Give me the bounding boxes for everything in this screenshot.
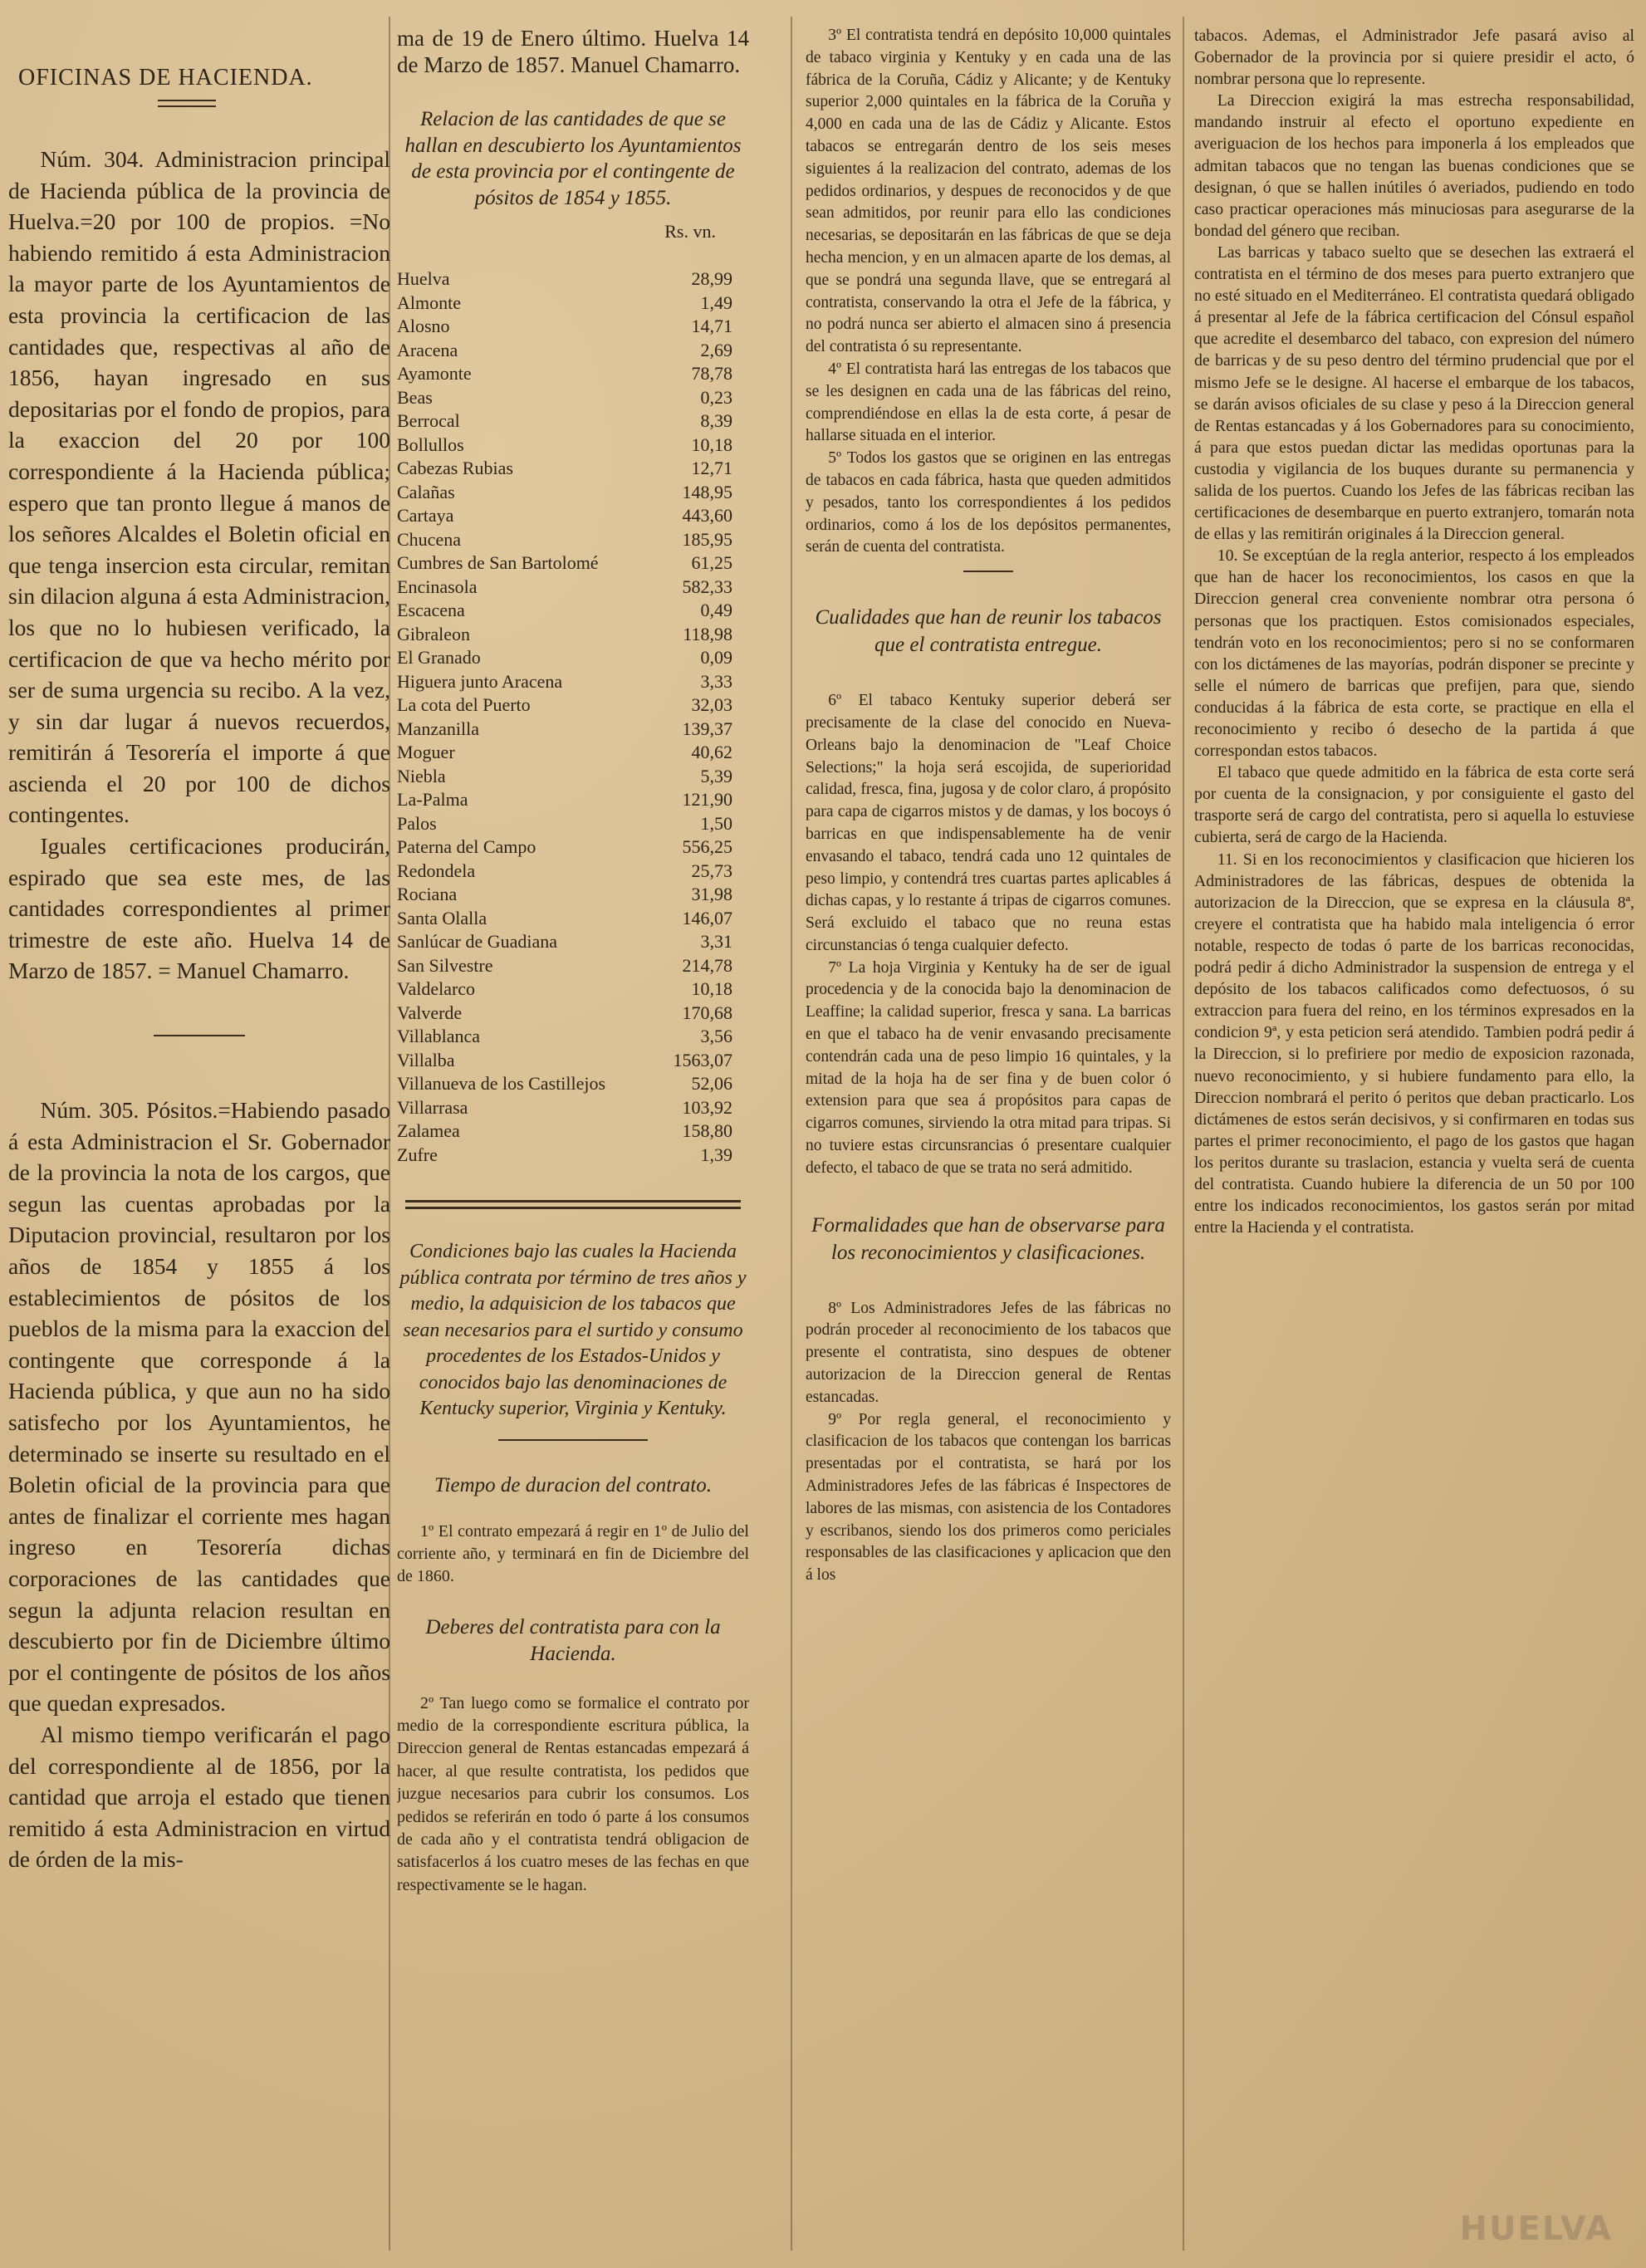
town-name: Valdelarco <box>397 978 476 999</box>
column-2 <box>397 25 749 1897</box>
amount: 582,33 <box>682 576 732 597</box>
paragraph: La Direccion exigirá la mas estrecha responsabilidad, mandando instruir al efecto el oportuno expediente en averiguacion de los hechos para imponerla á los empleados que admitan tabacos que no tengan las buenas condiciones que se designan, ó que se hallen inútiles ó averiados, pudiendo en todo caso practicar operaciones más minuciosas para asegurarse de la bondad del género que reciban. <box>1194 91 1634 240</box>
town-name: Santa Olalla <box>397 907 487 928</box>
amount: 5,39 <box>700 765 732 786</box>
town-name: Cartaya <box>397 505 454 526</box>
table-row <box>397 670 749 694</box>
table-row <box>397 954 749 978</box>
subheading: Tiempo de duracion del contrato. <box>434 1473 712 1496</box>
town-name: Beas <box>397 386 433 408</box>
amount: 0,49 <box>700 600 732 620</box>
amount: 25,73 <box>691 860 732 881</box>
town-name: Rociana <box>397 884 458 904</box>
amount: 0,23 <box>700 386 732 408</box>
town-name: Ayamonte <box>397 363 472 384</box>
clause-5: 5º Todos los gastos que se originen en las entregas de tabacos en cada fábrica, hasta que queden admitidos y pesados, tanto los correspondientes á los pedidos ordinarios, como á los de los depósitos permanentes, serán de cuenta del contratista. <box>806 449 1171 556</box>
separator <box>498 1439 648 1441</box>
town-name: Palos <box>397 812 437 834</box>
table-row <box>397 504 749 528</box>
paragraph: El tabaco que quede admitido en la fábrica de esta corte será por cuenta de la consignacion, y por consiguiente el gasto del trasporte será de cargo del contratista, pero si aquella lo estuviese cubierta, será de cargo de la Hacienda. <box>1194 763 1634 847</box>
town-name: Zufre <box>397 1144 438 1165</box>
paragraph: Al mismo tiempo verificarán el pago del correspondiente al de 1856, por la cantidad que arroja el estado que tienen remitido á esta Administracion en virtud de órden de la mis- <box>8 1721 390 1873</box>
town-name: El Granado <box>397 647 481 668</box>
town-name: Redondela <box>397 860 476 881</box>
table-row <box>397 362 749 386</box>
amount: 1563,07 <box>673 1049 732 1070</box>
town-name: Gibraleon <box>397 623 470 644</box>
amount: 118,98 <box>683 623 732 644</box>
amount: 185,95 <box>682 528 732 550</box>
table-row <box>397 1096 749 1120</box>
table-row <box>397 1002 749 1026</box>
town-name: Moguer <box>397 742 455 762</box>
table-row <box>397 267 749 291</box>
table-row <box>397 646 749 670</box>
table-row <box>397 599 749 623</box>
amount: 8,39 <box>700 410 732 431</box>
amount: 1,49 <box>700 291 732 313</box>
signature-line: ma de 19 de Enero último. Huelva 14 de Marzo de 1857. Manuel Chamarro. <box>397 26 749 77</box>
double-rule <box>405 1200 741 1209</box>
town-name: Chucena <box>397 528 461 550</box>
amount: 78,78 <box>691 363 732 384</box>
town-name: Bollullos <box>397 434 464 455</box>
amount: 443,60 <box>682 505 732 526</box>
town-name: Encinasola <box>397 576 478 597</box>
amount: 12,71 <box>691 458 732 478</box>
subheading: Cualidades que han de reunir los tabacos que el contratista entregue. <box>815 606 1162 657</box>
table-row <box>397 1072 749 1096</box>
subheading: Deberes del contratista para con la Hacienda. <box>425 1615 721 1665</box>
amount: 158,80 <box>682 1120 732 1141</box>
town-name: Aracena <box>397 339 458 360</box>
town-name: La cota del Puerto <box>397 694 531 715</box>
table-row <box>397 576 749 600</box>
amount: 14,71 <box>691 316 732 336</box>
paragraph: Las barricas y tabaco suelto que se desechen las extraerá el contratista en el término de dos meses para puerto extranjero que no esté situado en el Mediterráneo. El contratista quedará obligado á presentar al Jefe de la fábrica certificacion del Cónsul español que acredite el desembarco del tabaco, con expresion del número de barricas y de su peso dentro del término prudencial que por el mismo Jefe se le designe. Al hacerse el embarque de los tabacos, se darán avisos oficiales de su clase y peso á la Direccion general de Rentas estancadas y á los Gobernadores para su conocimiento, á para que estos puedan dictar las medidas oportunas para la custodia y vigilancia de los buques durante su permanencia y salida de los puertos. Cuando los Jefes de las fábricas reciban las certificaciones de desembarque en puerto extranjero, tomarán nota de ellas y las remitirán originales á la Direccion general. <box>1194 242 1634 544</box>
conditions-title: Condiciones bajo las cuales la Hacienda pública contrata por término de tres años y medio, la adquisicion de los tabacos que sean necesarios para el surtido y consumo procedentes de los Estados-Unidos y conocidos bajo las denominaciones de Kentucky superior, Virginia y Kentuky. <box>399 1241 747 1419</box>
clause-1: 1º El contrato empezará á regir en 1º de Julio del corriente año, y terminará en fin de Diciembre del de 1860. <box>397 1521 749 1585</box>
town-name: Sanlúcar de Guadiana <box>397 931 558 952</box>
table-row <box>397 528 749 552</box>
column-rule <box>791 17 792 2251</box>
table-row <box>397 551 749 576</box>
amount: 1,39 <box>700 1144 732 1165</box>
town-name: Escacena <box>397 600 465 620</box>
town-name: Alosno <box>397 316 450 336</box>
table-row <box>397 718 749 742</box>
clause-6: 6º El tabaco Kentuky superior deberá ser precisamente de la clase del conocido en Nueva-Orleans bajo la denominacion de "Leaf Choice Selections;" la hoja será escojida, de superioridad calidad, fresca, fina, jugosa y de color claro, á propósito para capa de cigarros mistos y de damas, y los bocoys ó barricas en que indispensablemente ha de venir envasando el tabaco, tendrá cada uno 12 quintales de peso limpio, y contendrá tres cuartas partes aplicables á dichas capas, y lo restante á tripas de cigarros comunes. Será excluido el tabaco que no reuna estas circunstancias ó tenga cualquier defecto. <box>806 692 1171 954</box>
circular-305: Núm. 305. Pósitos.=Habiendo pasado á esta Administracion el Sr. Gobernador de la provincia la nota de los cargos, que segun las cuentas aprobadas por la Diputacion provincial, resultaron por los años de 1854 y 1855 á los establecimientos de pósitos de los pueblos de la misma para la exaccion del contingente que corresponde á la Hacienda pública, y que aun no ha sido satisfecho por los Ayuntamientos, he determinado se inserte su resultado en el Boletin oficial de la provincia para que antes de finalizar el corriente mes hagan ingreso en Tesorería dichas corporaciones de las cantidades que segun la adjunta relacion resultan en descubierto por fin de Diciembre último por el contingente de pósitos de los años que quedan expresados. <box>8 1097 390 1717</box>
town-name: Villablanca <box>397 1026 481 1046</box>
clause-2: 2º Tan luego como se formalice el contrato por medio de la correspondiente escritura pública, la Direccion general de Rentas estancadas empezará á hacer, al que resulte contratista, los pedidos que juzgue necesarios para cubrir los consumos. Los pedidos se referirán en todo ó parte á los consumos de cada año y el contratista tendrá obligacion de satisfacerlos á los cuatro meses de las fechas en que respectivamente se le hagan. <box>397 1693 749 1894</box>
separator <box>963 571 1013 572</box>
town-name: Cumbres de San Bartolomé <box>397 552 599 573</box>
amount: 146,07 <box>682 907 732 928</box>
table-row <box>397 1025 749 1049</box>
separator <box>154 1035 245 1036</box>
town-name: Higuera junto Aracena <box>397 670 563 692</box>
table-row <box>397 741 749 765</box>
amount: 3,56 <box>700 1026 732 1046</box>
table-row <box>397 457 749 481</box>
amount: 3,31 <box>700 931 732 952</box>
amount: 139,37 <box>682 718 732 739</box>
table-row <box>397 907 749 931</box>
amount: 61,25 <box>691 552 732 573</box>
ornament-rule <box>158 100 216 107</box>
amount: 10,18 <box>691 978 732 999</box>
table-row <box>397 693 749 718</box>
amount: 148,95 <box>682 481 732 502</box>
amount: 40,62 <box>691 742 732 762</box>
table-row <box>397 339 749 363</box>
town-name: Villarrasa <box>397 1096 468 1118</box>
table-row <box>397 1119 749 1144</box>
amount: 214,78 <box>682 954 732 976</box>
town-name: Calañas <box>397 481 455 502</box>
town-name: Huelva <box>397 268 450 289</box>
town-name: Almonte <box>397 291 461 313</box>
amount: 10,18 <box>691 434 732 455</box>
table-row <box>397 434 749 458</box>
clause-4: 4º El contratista hará las entregas de los tabacos que se les designen en cada una de las fábricas del reino, comprendiéndose en ellas la de esta corte, á pesar de hallarse situada en el interior. <box>806 360 1171 445</box>
town-name: Manzanilla <box>397 718 479 739</box>
amount: 28,99 <box>691 268 732 289</box>
town-name: Villalba <box>397 1049 455 1070</box>
subheading: Formalidades que han de observarse para los reconocimientos y clasificaciones. <box>811 1213 1165 1264</box>
library-watermark-logo: HUELVA <box>1459 2210 1613 2248</box>
column-1 <box>8 25 390 1875</box>
table-row <box>397 409 749 434</box>
clause-9: 9º Por regla general, el reconocimiento y clasificacion de los tabacos que contengan los barricas presentadas por el contratista, se hará por los Administradores Jefes de las fábricas é Inspectores de labores de las mismas, con asistencia de los Contadores y escribanos, siendo los dos primeros como periciales responsables de las clasificaciones y aplicacion que den á los <box>806 1410 1171 1585</box>
clause-3: 3º El contratista tendrá en depósito 10,000 quintales de tabaco virginia y Kentuky y en cada una de las fábrica de la Coruña, Cádiz y Alicante; y de Kentuky superior 2,000 quintales en la fábrica de la Coruña y 4,000 en cada una de las de Cádiz y Alicante. Estos tabacos se entregarán dentro de los seis meses siguientes á la realizacion del contrato, ademas de los pedidos ordinarios, y despues de reconocidos y de que sean admitidos, por reunir para ello las condiciones necesarias, se depositarán en las fábricas de que se deja hecha mencion, y en un almacen aparte de los demas, al que se pondrá una segunda llave, que se entregará al contratista, conservando la otra el Jefe de la fábrica, y no podrá nunca ser abierto el almacen sino á presencia del contratista ó su representante. <box>806 27 1171 356</box>
clause-11: 11. Si en los reconocimientos y clasificacion que hicieren los Administradores de las fábricas, despues de obtenida la autorizacion de la Direccion, que se expresa en la cláusula 8ª, creyere el contratista que ha habido mala inteligencia ó error notable, respecto de todas ó parte de los barricas reconocidas, podrá pedir á dicho Administrador la suspension de entrega y el depósito de los tabacos calificados como defectuosos, ó su extraccion para fuera del reino, en los términos expresados en la condicion 9ª, y esta peticion será atendido. Tambien podrá pedir á la Direccion, si lo prefiriere por medio de exposicion razonada, nuevo reconocimiento, y si hubiere fundamento para ello, la Direccion nombrará el perito ó peritos que deban practicarlo. Los dictámenes de estos serán decisivos, y si confirmaren en todas sus partes el primer reconocimiento, el pago de los gastos que hagan los peritos durante su traslacion, estancia y vuelta será de cuenta del contratista. Cuando hubiere la diferencia de un 50 por 100 entre los indicados reconocimientos, los gastos serán por mitad entre la Hacienda y el contratista. <box>1194 850 1634 1237</box>
town-name: Villanueva de los Castillejos <box>397 1073 606 1094</box>
amount: 121,90 <box>682 789 732 810</box>
column-3 <box>806 25 1171 1587</box>
table-row <box>397 835 749 860</box>
town-name: Cabezas Rubias <box>397 458 513 478</box>
table-title: Relacion de las cantidades de que se hallan en descubierto los Ayuntamientos de esta provincia por el contingente de pósitos de 1854 y 1855. <box>404 108 742 209</box>
table-row <box>397 930 749 954</box>
table-row <box>397 788 749 812</box>
table-row <box>397 860 749 884</box>
section-heading: OFICINAS DE HACIENDA. <box>18 65 313 91</box>
clause-7: 7º La hoja Virginia y Kentuky ha de ser de igual procedencia y de la conocida bajo la denominacion de Leaffine; la calidad superior, fresca y sana. La barricas en que el tabaco ha de venir envasando precisamente contendrán cada una de peso limpio 16 quintales, y la mitad de la hoja ha de ser fina y de buen color ó extension para que sea á propósitos para capas de cigarros comunes, sirviendo la otra mitad para tripas. Si no tuviere estas circunsrancias ó presentare cualquier defecto, el tabaco de que se trata no será admitido. <box>806 958 1171 1177</box>
town-name: Zalamea <box>397 1120 460 1141</box>
amount: 103,92 <box>682 1096 732 1118</box>
amount: 52,06 <box>691 1073 732 1094</box>
town-name: Berrocal <box>397 410 460 431</box>
table-row <box>397 291 749 316</box>
amount: 32,03 <box>691 694 732 715</box>
table-row <box>397 386 749 410</box>
amount: 31,98 <box>691 884 732 904</box>
table-row <box>397 315 749 339</box>
amount: 2,69 <box>700 339 732 360</box>
paragraph: tabacos. Ademas, el Administrador Jefe pasará aviso al Gobernador de la provincia por si quiere presidir el acto, ó nombrar persona que lo represente. <box>1194 27 1634 89</box>
table-row <box>397 812 749 836</box>
amount: 3,33 <box>700 670 732 692</box>
amounts-table <box>397 267 749 1167</box>
table-row <box>397 977 749 1002</box>
amount: 170,68 <box>682 1002 732 1023</box>
table-row <box>397 1049 749 1073</box>
town-name: Paterna del Campo <box>397 836 536 857</box>
amount: 1,50 <box>700 812 732 834</box>
circular-304: Núm. 304. Administracion principal de Hacienda pública de la provincia de Huelva.=20 por 100 de propios. =No habiendo remitido á esta Administracion la mayor parte de los Ayuntamientos de esta provincia la certificacion de las cantidades que, respectivas al año de 1856, hayan ingresado en sus depositarias por el fondo de propios, para la exaccion del 20 por 100 correspondiente á la Hacienda pública; espero que tan pronto llegue á manos de los señores Alcaldes el Boletin oficial en que tenga insercion esta circular, remitan sin dilacion alguna á esta Administracion, los que no lo hubiesen verificado, la certificacion de que va hecho mérito por ser de suma urgencia su recibo. A la vez, y sin dar lugar á nuevos recuerdos, remitirán á Tesorería el importe á que ascienda el 20 por 100 de dichos contingentes. <box>8 146 390 828</box>
table-row <box>397 623 749 647</box>
town-name: San Silvestre <box>397 954 493 976</box>
clause-10: 10. Se exceptúan de la regla anterior, respecto á los empleados que han de hacer los reconocimientos, los casos en que la Direccion general crea conveniente nombrar otra persona ó personas que los practiquen. Estos comisionados especiales, tendrán voto en los reconocimientos; pero si no se conformaren con los dictámenes de las mayorías, podrán disponer se precinte y selle el número de barricas que prefijen, para que, siendo conducidas á la fábrica de esta corte, se practique en ella el reconocimiento y recibo ó desecho de la partida á que correspondan estos tabacos. <box>1194 546 1634 761</box>
currency-header: Rs. vn. <box>664 221 716 242</box>
table-row <box>397 883 749 907</box>
column-rule <box>1183 17 1184 2251</box>
town-name: La-Palma <box>397 789 468 810</box>
clause-8: 8º Los Administradores Jefes de las fábricas no podrán proceder al reconocimiento de los tabacos que presente el contratista, sino despues de obtener autorizacion de la Direccion general de Rentas estancadas. <box>806 1299 1171 1406</box>
table-row <box>397 481 749 505</box>
paragraph: Iguales certificaciones producirán, espirado que sea este mes, de las cantidades correspondientes al primer trimestre de este año. Huelva 14 de Marzo de 1857. = Manuel Chamarro. <box>8 833 390 984</box>
table-row <box>397 765 749 789</box>
table-row <box>397 1144 749 1168</box>
amount: 0,09 <box>700 647 732 668</box>
town-name: Valverde <box>397 1002 463 1023</box>
town-name: Niebla <box>397 765 446 786</box>
amount: 556,25 <box>682 836 732 857</box>
column-4 <box>1194 25 1634 1238</box>
